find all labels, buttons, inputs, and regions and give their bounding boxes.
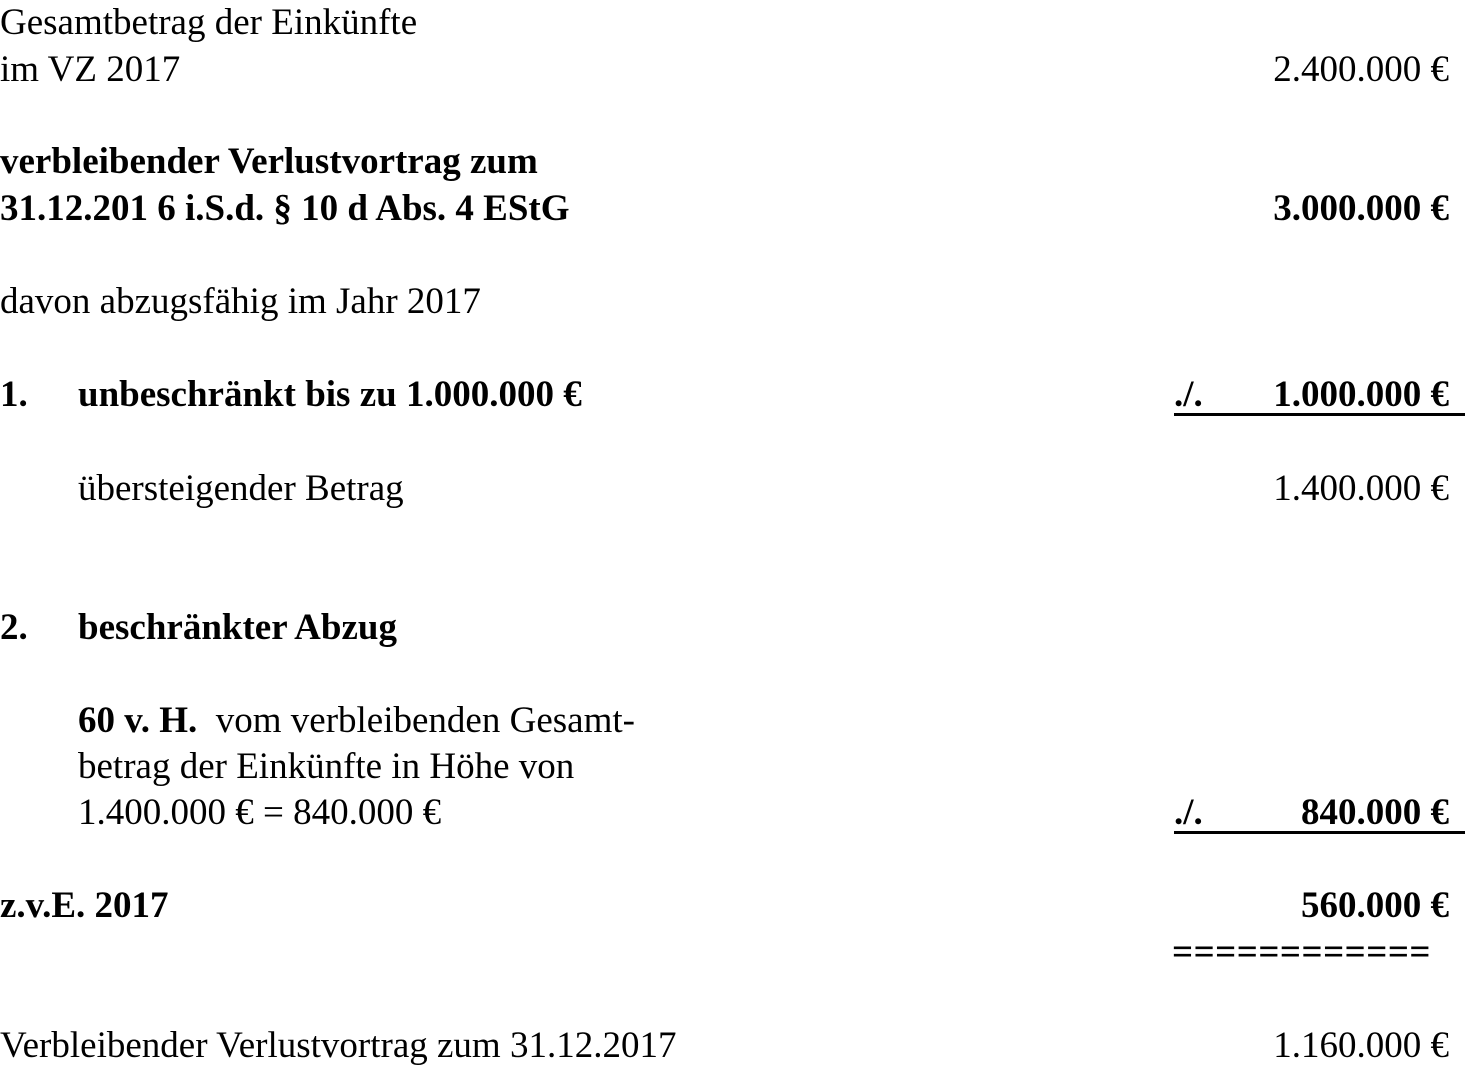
income-label-line2: im VZ 2017 (0, 49, 181, 90)
step1-amount: 1.000.000 € (1273, 374, 1449, 415)
taxable-income-label: z.v.E. 2017 (0, 885, 169, 926)
step1-minus-sign: ./. (1174, 374, 1203, 415)
step2-detail-bold: 60 v. H. (78, 700, 198, 741)
step2-underline (1174, 831, 1465, 834)
income-amount: 2.400.000 € (1273, 49, 1449, 90)
step2-detail-line1-rest: vom verbleibenden Gesamt- (215, 700, 635, 741)
step2-minus-sign: ./. (1174, 792, 1203, 833)
step2-number: 2. (0, 607, 28, 648)
step2-amount: 840.000 € (1301, 792, 1449, 833)
taxable-income-double-rule: ============ (1172, 932, 1432, 973)
loss-carryforward-label-line2: 31.12.201 6 i.S.d. § 10 d Abs. 4 EStG (0, 188, 570, 229)
step1-label: unbeschränkt bis zu 1.000.000 € (78, 374, 582, 415)
remaining-label: Verbleibender Verlustvortrag zum 31.12.2017 (0, 1025, 677, 1066)
excess-amount: 1.400.000 € (1273, 468, 1449, 509)
step2-detail-line1 (78, 702, 635, 739)
deductible-intro: davon abzugsfähig im Jahr 2017 (0, 281, 481, 322)
step1-underline (1174, 413, 1465, 416)
excess-label: übersteigender Betrag (78, 468, 404, 509)
loss-carryforward-amount: 3.000.000 € (1273, 188, 1449, 229)
step1-number: 1. (0, 374, 28, 415)
taxable-income-amount: 560.000 € (1301, 885, 1449, 926)
step2-detail-line2: betrag der Einkünfte in Höhe von (78, 746, 575, 787)
loss-carryforward-label-line1: verbleibender Verlustvortrag zum (0, 141, 538, 182)
income-label-line1: Gesamtbetrag der Einkünfte (0, 2, 418, 43)
remaining-amount: 1.160.000 € (1273, 1025, 1449, 1066)
step2-label: beschränkter Abzug (78, 607, 397, 648)
step2-detail-line3: 1.400.000 € = 840.000 € (78, 792, 442, 833)
